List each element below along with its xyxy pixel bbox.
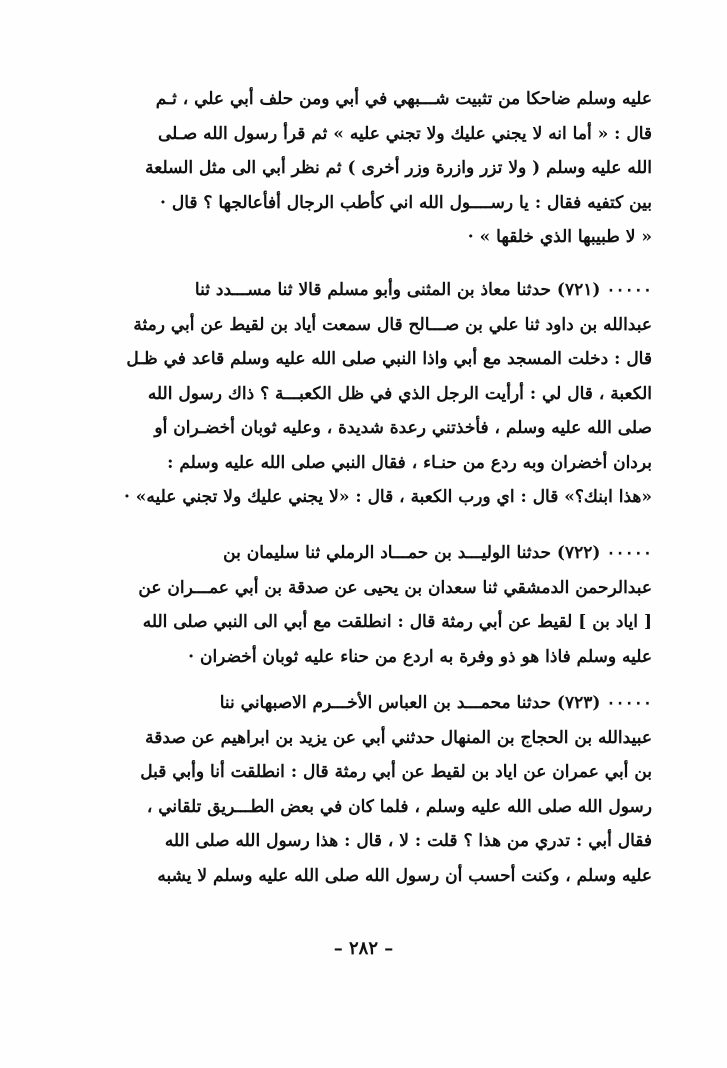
text-line: الله عليه وسلم ( ولا تزر وازرة وزر أخرى ) ثم نظر أبي الى مثل السلعة bbox=[145, 158, 652, 178]
text-line: عليه وسلم ضاحكا من تثبيت شـــبهي في أبي ومن حلف أبي علي ، ثـم bbox=[155, 89, 652, 109]
text-line: بردان أخضران وبه ردع من حنـاء ، فقال النبي صلى الله عليه وسلم : bbox=[167, 452, 652, 473]
text-line: صلى الله عليه وسلم ، فأخذتني رعدة شديدة ، وعليه ثوبان أخضـران أو bbox=[154, 418, 652, 438]
hadith-722 bbox=[74, 536, 652, 674]
text-line: عبدالله بن داود ثنا علي بن صـــالح قال سمعت أياد بن لقيط عن أبي رمثة bbox=[133, 314, 652, 335]
text-line: بن أبي عمران عن اياد بن لقيط عن أبي رمثة قال : انطلقت أنا وأبي قبل bbox=[140, 762, 652, 782]
text-line: عليه وسلم ، وكنت أحسب أن رسول الله صلى الله عليه وسلم لا يشبه bbox=[157, 865, 652, 886]
text-line: عليه وسلم فاذا هو ذو وفرة به اردع من حناء عليه ثوبان أخضران · bbox=[188, 646, 652, 667]
text-line: ٠٠٠٠٠ (٧٢٢) حدثنا الوليـــد بن حمـــاد الرملي ثنا سليمان بن bbox=[223, 543, 652, 563]
text-line: بين كتفيه فقال : يا رســــول الله اني كأطب الرجال أفأعالجها ؟ قال · bbox=[160, 192, 652, 213]
text-line: رسول الله صلى الله عليه وسلم ، فلما كان في بعض الطـــريق تلقاني ، bbox=[146, 796, 652, 817]
text-line: الكعبة ، قال لي : أرأيت الرجل الذي في ظل الكعبـــة ؟ ذاك رسول الله bbox=[147, 383, 652, 404]
text-line: ٠٠٠٠٠ (٧٢١) حدثنا معاذ بن المثنى وأبو مسلم قالا ثنا مســـدد ثنا bbox=[194, 280, 652, 300]
hadith-723 bbox=[74, 686, 652, 893]
text-line: « لا طبيبها الذي خلقها » · bbox=[467, 227, 652, 247]
text-line: ٠٠٠٠٠ (٧٢٣) حدثنا محمـــد بن العباس الأخـــرم الاصبهاني ننا bbox=[219, 693, 652, 713]
text-line: قال : دخلت المسجد مع أبي واذا النبي صلى الله عليه وسلم قاعد في ظـل bbox=[126, 349, 652, 369]
text-line: عبيدالله بن الحجاج بن المنهال حدثني أبي عن يزيد بن ابراهيم عن صدقة bbox=[145, 727, 652, 748]
text-line: فقال أبي : تدري من هذا ؟ قلت : لا ، قال : هذا رسول الله صلى الله bbox=[164, 831, 652, 851]
text-line: «هذا ابنك؟» قال : اي ورب الكعبة ، قال : «لا يجني عليك ولا تجني عليه» · bbox=[123, 487, 652, 507]
text-line: قال : « أما انه لا يجني عليك ولا تجني عليه » ثم قرأ رسول الله صـلى bbox=[157, 123, 652, 144]
text-line: عبدالرحمن الدمشقي ثنا سعدان بن يحيى عن صدقة بن أبي عمـــران عن bbox=[138, 577, 652, 598]
text-line: [ اياد بن ] لقيط عن أبي رمثة قال : انطلقت مع أبي الى النبي صلى الله bbox=[142, 612, 652, 632]
hadith-721 bbox=[74, 273, 652, 515]
page-number: – ٢٨٢ – bbox=[333, 938, 394, 959]
paragraph-continuation bbox=[74, 82, 652, 255]
